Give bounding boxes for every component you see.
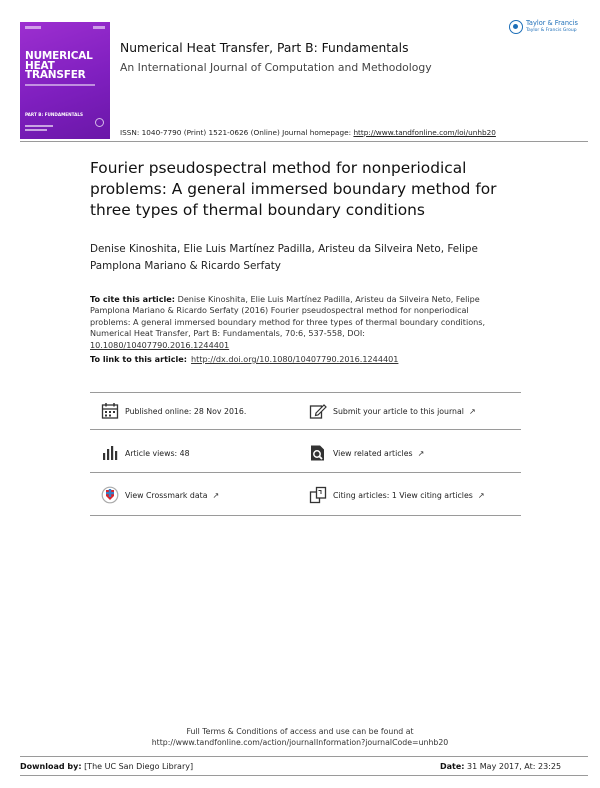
publisher-logo[interactable] [509,17,587,37]
published-online-text: Published online: 28 Nov 2016. [125,406,247,416]
download-date-label: Date: [440,762,465,771]
citing-articles-label: Citing articles: 1 View citing articles [333,490,473,500]
edit-icon [309,402,327,420]
journal-subtitle: An International Journal of Computation and Methodology [120,61,432,74]
downloaded-by [20,762,193,771]
cover-header-lines [25,26,105,29]
footer-divider-top [20,756,588,757]
article-views-text: Article views: 48 [125,448,190,458]
calendar-icon [101,402,119,420]
issn-text: ISSN: 1040-7790 (Print) 1521-0626 (Online) Journal homepage: [120,128,354,137]
journal-cover-image [20,22,110,139]
header-divider [20,141,588,142]
crossmark-label: View Crossmark data [125,490,208,500]
panel-divider-top [90,392,521,393]
journal-title: Numerical Heat Transfer, Part B: Fundamentals [120,41,409,55]
cover-publisher-logo [95,118,104,127]
citing-articles-link[interactable] [309,486,485,504]
external-link-icon: ↗ [212,490,220,500]
citation-doi-link[interactable]: 10.1080/10407790.2016.1244401 [90,339,230,350]
panel-divider-bottom [90,515,521,516]
article-doi-url[interactable]: http://dx.doi.org/10.1080/10407790.2016.1244401 [191,354,399,364]
external-link-icon: ↗ [477,490,485,500]
related-articles-link[interactable] [309,444,424,462]
footer-divider-bottom [20,775,588,776]
publisher-name: Taylor & Francis [526,19,578,27]
related-articles-label: View related articles [333,448,413,458]
download-date [440,762,561,771]
submit-article-label: Submit your article to this journal [333,406,464,416]
related-documents-icon [309,444,327,462]
download-date-value: 31 May 2017, At: 23:25 [467,762,562,771]
terms-line: Full Terms & Conditions of access and use can be found at [186,727,414,736]
submit-article-link[interactable] [309,402,476,420]
publisher-tagline: Taylor & Francis Group [526,28,577,33]
citation-text: Denise Kinoshita, Elie Luis Martínez Padilla, Aristeu da Silveira Neto, Felipe Pamplona Mariano & Ricardo Serfaty (2016) Fourier pseudospectral method for nonperiodical problems: A general immersed boundary method for three types of thermal boundary conditions, Numerical Heat Transfer, Part B: Fundamentals, 70:6, 537-558, DOI: [90,294,486,339]
crossmark-icon [101,486,119,504]
terms-url-link[interactable]: http://www.tandfonline.com/action/journalInformation?journalCode=unhb20 [151,738,449,747]
citing-articles-icon [309,486,327,504]
panel-divider [90,429,521,430]
citation-label: To cite this article: [90,294,176,304]
article-authors: Denise Kinoshita, Elie Luis Martínez Padilla, Aristeu da Silveira Neto, Felipe Pamplona Mariano & Ricardo Serfaty [90,243,478,272]
citation-block [90,294,490,351]
article-link-line [90,354,398,364]
published-online-item [101,402,246,420]
bar-chart-icon [101,444,119,462]
cover-title: NUMERICAL HEAT TRANSFER [25,50,93,81]
cover-subtitle-line [25,84,95,86]
downloaded-by-label: Download by: [20,762,82,771]
journal-homepage-link[interactable]: http://www.tandfonline.com/loi/unhb20 [353,128,496,137]
external-link-icon: ↗ [468,406,476,416]
issn-line [120,128,496,137]
external-link-icon: ↗ [417,448,425,458]
downloaded-by-value: [The UC San Diego Library] [84,762,194,771]
article-title: Fourier pseudospectral method for nonperiodical problems: A general immersed boundary method for three types of thermal boundary conditions [90,159,497,219]
article-views-item [101,444,190,462]
publisher-logo-icon [509,20,523,34]
crossmark-link[interactable] [101,486,219,504]
panel-divider [90,472,521,473]
article-link-label: To link to this article: [90,354,188,364]
cover-part-label: PART B: FUNDAMENTALS [25,112,84,117]
